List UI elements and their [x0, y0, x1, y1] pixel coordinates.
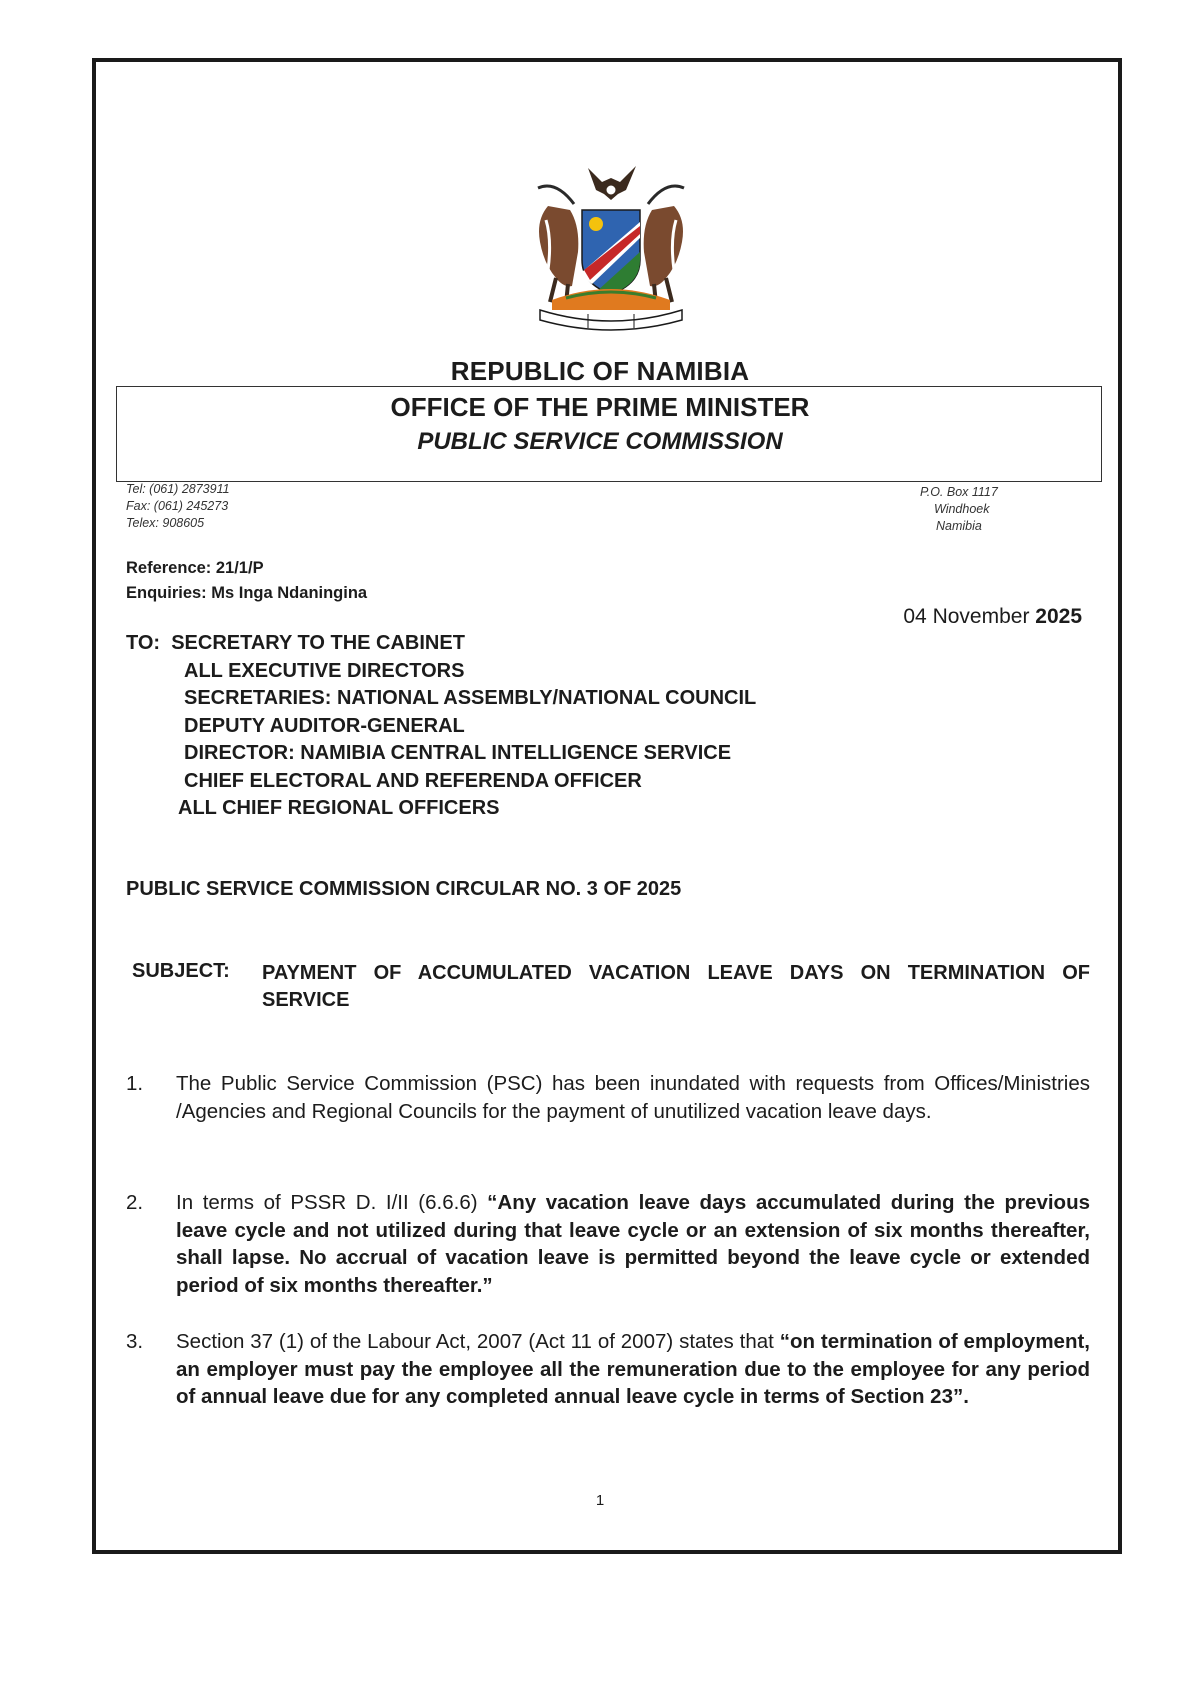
- paragraph-2: [126, 1189, 1090, 1299]
- addressee-item: SECRETARIES: NATIONAL ASSEMBLY/NATIONAL COUNCIL: [184, 687, 757, 709]
- paragraph-3: [126, 1328, 1090, 1411]
- circular-number: PUBLIC SERVICE COMMISSION CIRCULAR NO. 3 OF 2025: [126, 878, 682, 900]
- telex-line: Telex: 908605: [126, 516, 205, 530]
- addressee-first: [126, 630, 756, 658]
- country-heading: REPUBLIC OF NAMIBIA: [450, 356, 750, 386]
- country-line: Namibia: [936, 519, 982, 533]
- paragraph-1: [126, 1070, 1090, 1125]
- contact-phone-block: [126, 481, 230, 532]
- paragraph-body: The Public Service Commission (PSC) has been inundated with requests from Offices/Ministries /Agencies and Regional Councils for the payment of unutilized vacation leave days.: [176, 1072, 1090, 1123]
- addressee-item: ALL CHIEF REGIONAL OFFICERS: [178, 797, 500, 819]
- addressee-block: [126, 630, 756, 823]
- addressee-item: CHIEF ELECTORAL AND REFERENDA OFFICER: [184, 769, 642, 792]
- coat-of-arms-icon: [526, 160, 696, 332]
- po-box-line: P.O. Box 1117: [920, 485, 998, 499]
- postal-address-block: [920, 484, 998, 535]
- addressee-item: DEPUTY AUDITOR-GENERAL: [184, 714, 465, 737]
- paragraph-lead: In terms of PSSR D. I/II (6.6.6): [176, 1191, 488, 1214]
- reference-line: Reference: 21/1/P: [126, 559, 264, 577]
- fax-line: Fax: (061) 245273: [126, 499, 229, 513]
- subject-text: PAYMENT OF ACCUMULATED VACATION LEAVE DAYS ON TERMINATION OF SERVICE: [262, 962, 1090, 1011]
- paragraph-quote: “Any vacation leave days accumulated during the previous leave cycle and not utilized during that leave cycle or an extension of six months thereafter, shall lapse. No accrual of vacation leave is permitted beyond the leave cycle or extended period of six months thereafter.”: [176, 1191, 1090, 1297]
- enquiries-line: Enquiries: Ms Inga Ndaningina: [126, 584, 368, 602]
- letter-date: [903, 605, 1082, 629]
- tel-line: Tel: (061) 2873911: [126, 482, 230, 496]
- paragraph-quote: “on termination of employment, an employer must pay the employee all the remuneration due to the employee for any period of annual leave due for any completed annual leave cycle in terms of Section 23”.: [176, 1330, 1091, 1408]
- paragraph-body: [176, 1189, 1090, 1299]
- paragraph-body: [176, 1328, 1090, 1411]
- date-day-month: 04 November: [903, 605, 1030, 628]
- commission-heading: PUBLIC SERVICE COMMISSION: [417, 428, 783, 455]
- paragraph-lead: Section 37 (1) of the Labour Act, 2007 (Act 11 of 2007) states that: [176, 1330, 780, 1353]
- to-prefix: TO:: [126, 632, 161, 654]
- paragraph-number: 2.: [126, 1191, 144, 1214]
- reference-block: [126, 556, 367, 606]
- subject-label: SUBJECT:: [132, 960, 230, 982]
- city-line: Windhoek: [934, 502, 990, 516]
- addressee-item: ALL EXECUTIVE DIRECTORS: [184, 659, 465, 682]
- page-number: 1: [595, 1492, 605, 1509]
- office-heading: OFFICE OF THE PRIME MINISTER: [390, 392, 810, 422]
- paragraph-number: 1.: [126, 1072, 144, 1095]
- date-year: 2025: [1035, 605, 1082, 628]
- paragraph-number: 3.: [126, 1330, 144, 1353]
- addressee-item: SECRETARY TO THE CABINET: [171, 632, 465, 654]
- addressee-item: DIRECTOR: NAMIBIA CENTRAL INTELLIGENCE SERVICE: [184, 742, 732, 764]
